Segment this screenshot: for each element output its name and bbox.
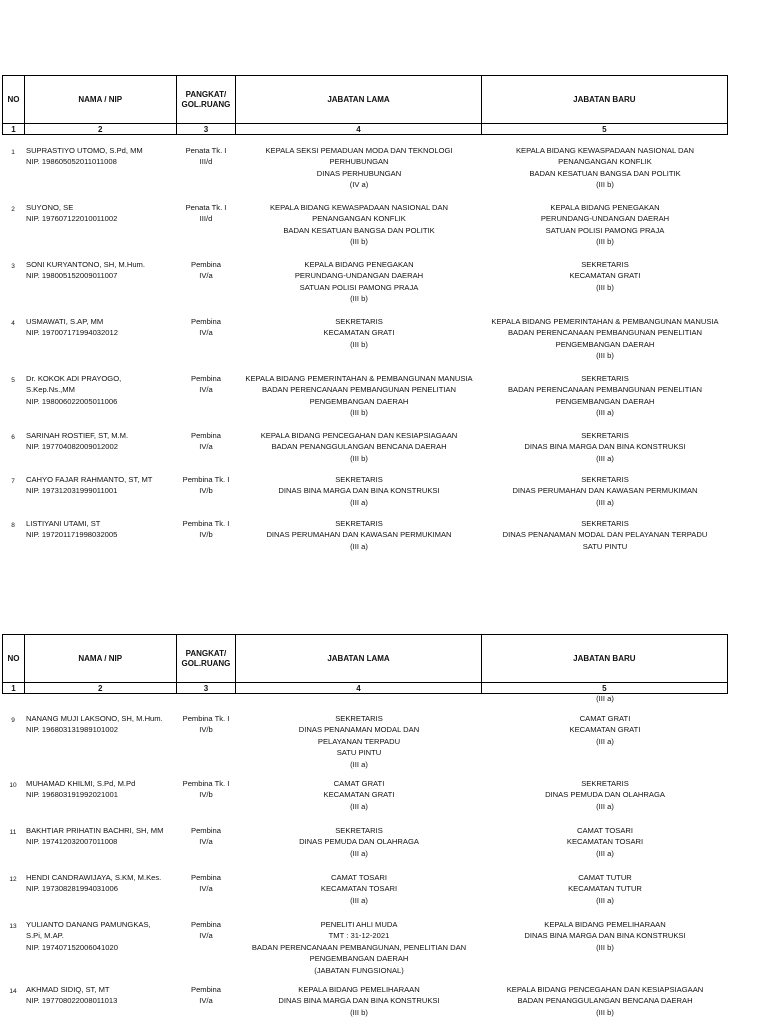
column-number: 2 <box>25 124 177 134</box>
row-number-line: 14 <box>9 988 17 995</box>
row-number <box>2 474 24 508</box>
rank-grade-line: Penata Tk. I <box>185 146 227 155</box>
new-position-line: KEPALA BIDANG PENEGAKAN <box>550 203 660 212</box>
header-jabatan-baru: JABATAN BARU <box>573 94 636 104</box>
employee-name-nip-line: SONI KURYANTONO, SH, M.Hum. <box>26 260 145 269</box>
new-position-line: SATU PINTU <box>582 541 628 551</box>
employee-name-nip-line: NIP. 197407152006041020 <box>26 942 118 952</box>
new-position-line: KEPALA BIDANG PEMERINTAHAN & PEMBANGUNAN MANUSIA <box>491 317 719 326</box>
new-position <box>482 713 728 770</box>
table-header <box>2 634 728 683</box>
table-row <box>2 778 728 812</box>
new-position-line: (III b) <box>596 180 614 190</box>
row-number-line: 13 <box>9 923 17 930</box>
new-position-line: KECAMATAN TUTUR <box>568 884 642 894</box>
employee-name-nip <box>24 145 176 191</box>
new-position-line: DINAS PENANAMAN MODAL DAN PELAYANAN TERPADU <box>502 530 708 540</box>
old-position-line: PENANGANGAN KONFLIK <box>312 214 406 224</box>
old-position-line: (III b) <box>350 453 368 463</box>
rank-grade-line: IV/a <box>199 884 213 894</box>
rank-grade-line: III/d <box>199 157 213 167</box>
new-position-line: BADAN PERENCANAAN PEMBANGUNAN PENELITIAN <box>507 328 703 338</box>
old-position-line: SEKRETARIS <box>335 317 383 326</box>
old-position-line: (III b) <box>350 1007 368 1017</box>
employee-name-nip <box>24 872 176 906</box>
header-no: NO <box>3 635 25 682</box>
old-position-line: (III b) <box>350 237 368 247</box>
rank-grade-line: Pembina <box>191 873 221 882</box>
old-position-line: CAMAT GRATI <box>333 779 385 788</box>
new-position-line: (III a) <box>596 848 614 858</box>
rank-grade <box>176 202 236 248</box>
row-number <box>2 984 24 1018</box>
rank-grade-line: Pembina <box>191 826 221 835</box>
column-number: 2 <box>25 683 177 693</box>
row-number <box>2 518 24 552</box>
employee-name-nip <box>24 984 176 1018</box>
header-pangkat-line: PANGKAT/ <box>185 648 227 658</box>
new-position-line: PENANGANGAN KONFLIK <box>558 157 652 167</box>
rank-grade-line: Pembina Tk. I <box>182 779 230 788</box>
rank-grade-line: Pembina <box>191 317 221 326</box>
table-row <box>2 713 728 770</box>
old-position-line: KEPALA BIDANG KEWASPADAAN NASIONAL DAN <box>269 203 449 212</box>
new-position-line: KECAMATAN TOSARI <box>566 837 644 847</box>
old-position-line: SEKRETARIS <box>335 475 383 484</box>
rank-grade <box>176 474 236 508</box>
old-position-line: CAMAT TOSARI <box>331 873 387 882</box>
rank-grade-line: IV/a <box>199 271 213 281</box>
rank-grade-line: IV/a <box>199 996 213 1006</box>
old-position-line: (III a) <box>350 848 368 858</box>
table-row <box>2 872 728 906</box>
rank-grade <box>176 259 236 305</box>
old-position <box>236 259 482 305</box>
new-position <box>482 778 728 812</box>
column-number-row <box>2 683 728 694</box>
new-position <box>482 316 728 362</box>
old-position-line: KEPALA BIDANG PENCEGAHAN DAN KESIAPSIAGAAN <box>260 431 458 440</box>
new-position <box>482 474 728 508</box>
rank-grade-line: IV/a <box>199 328 213 338</box>
old-position <box>236 474 482 508</box>
old-position-line: SEKRETARIS <box>335 714 383 723</box>
employee-name-nip-line: LISTIYANI UTAMI, ST <box>26 519 101 528</box>
table-row <box>2 474 728 508</box>
old-position-line: KEPALA SEKSI PEMADUAN MODA DAN TEKNOLOGI <box>265 146 453 155</box>
header-nama: NAMA / NIP <box>25 76 177 123</box>
rank-grade-line: Pembina Tk. I <box>182 475 230 484</box>
row-number-line: 2 <box>11 206 15 213</box>
old-position-line: DINAS BINA MARGA DAN BINA KONSTRUKSI <box>278 486 440 496</box>
carried-over-grade: (III a) <box>596 694 614 703</box>
employee-name-nip <box>24 430 176 464</box>
row-number-line: 3 <box>11 263 15 270</box>
old-position-line: (JABATAN FUNGSIONAL) <box>314 965 404 975</box>
rank-grade-line: IV/b <box>199 725 213 735</box>
new-position-line: (III a) <box>596 408 614 418</box>
row-number-line: 9 <box>11 717 15 724</box>
row-number-line: 4 <box>11 320 15 327</box>
column-number: 1 <box>3 683 25 693</box>
row-number <box>2 202 24 248</box>
employee-name-nip-line: NIP. 197007171994032012 <box>26 328 118 338</box>
header-nama: NAMA / NIP <box>25 635 177 682</box>
old-position-line: KECAMATAN TOSARI <box>320 884 398 894</box>
employee-name-nip <box>24 778 176 812</box>
new-position-line: CAMAT TUTUR <box>578 873 632 882</box>
new-position-line: CAMAT GRATI <box>579 714 631 723</box>
employee-name-nip-line: YULIANTO DANANG PAMUNGKAS, <box>26 920 151 929</box>
new-position-line: CAMAT TOSARI <box>577 826 633 835</box>
old-position-line: BADAN PERENCANAAN PEMBANGUNAN, PENELITIAN DAN <box>251 942 467 952</box>
employee-name-nip-line: HENDI CANDRAWIJAYA, S.KM, M.Kes. <box>26 873 162 882</box>
rank-grade <box>176 713 236 770</box>
old-position-line: KEPALA BIDANG PENEGAKAN <box>304 260 414 269</box>
employee-name-nip-line: NIP. 198605052011011008 <box>26 157 117 167</box>
old-position-line: (III a) <box>350 759 368 769</box>
new-position-line: SATUAN POLISI PAMONG PRAJA <box>545 225 665 235</box>
table-row <box>2 825 728 859</box>
table-row <box>2 202 728 248</box>
table-row <box>2 919 728 976</box>
row-number <box>2 145 24 191</box>
old-position <box>236 202 482 248</box>
old-position-line: DINAS PEMUDA DAN OLAHRAGA <box>299 837 419 847</box>
row-number <box>2 778 24 812</box>
new-position-line: SEKRETARIS <box>581 779 629 788</box>
rank-grade-line: Pembina Tk. I <box>182 519 230 528</box>
employee-name-nip-line: NIP. 196803131989101002 <box>26 725 118 735</box>
old-position-line: DINAS PERUMAHAN DAN KAWASAN PERMUKIMAN <box>266 530 452 540</box>
new-position-line: (III b) <box>596 351 614 361</box>
rank-grade-line: IV/a <box>199 837 213 847</box>
new-position-line: SEKRETARIS <box>581 374 629 383</box>
row-number-line: 10 <box>9 782 17 789</box>
employee-name-nip <box>24 259 176 305</box>
employee-name-nip <box>24 202 176 248</box>
rank-grade-line: IV/a <box>199 385 213 395</box>
row-number <box>2 259 24 305</box>
old-position <box>236 919 482 976</box>
row-number-line: 8 <box>11 522 15 529</box>
header-no: NO <box>3 76 25 123</box>
employee-name-nip-line: USMAWATI, S.AP, MM <box>26 317 104 326</box>
old-position-line: DINAS PENANAMAN MODAL DAN <box>298 725 420 735</box>
new-position <box>482 872 728 906</box>
old-position-line: (III a) <box>350 497 368 507</box>
rank-grade-line: IV/b <box>199 486 213 496</box>
employee-name-nip-line: NIP. 197312031999011001 <box>26 486 118 496</box>
row-number-line: 12 <box>9 876 17 883</box>
rank-grade-line: Pembina <box>191 260 221 269</box>
employee-name-nip-line: AKHMAD SIDIQ, ST, MT <box>26 985 110 994</box>
employee-name-nip-line: NIP. 197704082009012002 <box>26 442 118 452</box>
old-position-line: BADAN PENANGGULANGAN BENCANA DAERAH <box>271 442 447 452</box>
old-position <box>236 430 482 464</box>
mutation-table-2 <box>2 634 728 1017</box>
rank-grade-line: Penata Tk. I <box>185 203 227 212</box>
old-position <box>236 316 482 362</box>
employee-name-nip-line: CAHYO FAJAR RAHMANTO, ST, MT <box>26 475 153 484</box>
old-position-line: PENGEMBANGAN DAERAH <box>309 954 409 964</box>
employee-name-nip-line: SUYONO, SE <box>26 203 74 212</box>
table-row <box>2 430 728 464</box>
table-row <box>2 373 728 419</box>
new-position <box>482 145 728 191</box>
old-position <box>236 825 482 859</box>
employee-name-nip-line: NIP. 197708022008011013 <box>26 996 118 1006</box>
new-position-line: BADAN KESATUAN BANGSA DAN POLITIK <box>529 168 681 178</box>
old-position-line: (III b) <box>350 408 368 418</box>
row-number-line: 11 <box>9 829 17 836</box>
header-jabatan-lama: JABATAN LAMA <box>236 635 481 682</box>
old-position-line: PELAYANAN TERPADU <box>317 736 401 746</box>
header-pangkat-line: PANGKAT/ <box>185 89 227 99</box>
old-position-line: SEKRETARIS <box>335 519 383 528</box>
new-position-line: (III a) <box>596 895 614 905</box>
table-row <box>2 259 728 305</box>
row-number-line: 1 <box>11 149 15 156</box>
table-row <box>2 984 728 1018</box>
rank-grade-line: Pembina Tk. I <box>182 714 230 723</box>
new-position-line: SEKRETARIS <box>581 475 629 484</box>
employee-name-nip <box>24 713 176 770</box>
table-row <box>2 316 728 362</box>
rank-grade-line: Pembina <box>191 431 221 440</box>
old-position-line: KEPALA BIDANG PEMELIHARAAN <box>298 985 420 994</box>
old-position-line: SATUAN POLISI PAMONG PRAJA <box>299 282 419 292</box>
new-position <box>482 825 728 859</box>
rank-grade <box>176 518 236 552</box>
employee-name-nip-line: BAKHTIAR PRIHATIN BACHRI, SH, MM <box>26 826 164 835</box>
new-position-line: (III a) <box>596 453 614 463</box>
new-position <box>482 984 728 1018</box>
rank-grade <box>176 872 236 906</box>
employee-name-nip <box>24 474 176 508</box>
old-position-line: BADAN PERENCANAAN PEMBANGUNAN PENELITIAN <box>261 385 457 395</box>
old-position-line: KEPALA BIDANG PEMERINTAHAN & PEMBANGUNAN MANUSIA <box>245 374 473 383</box>
table-row <box>2 145 728 191</box>
row-number <box>2 872 24 906</box>
rank-grade-line: Pembina <box>191 374 221 383</box>
rank-grade <box>176 430 236 464</box>
new-position <box>482 259 728 305</box>
header-jabatan-baru: JABATAN BARU <box>573 653 636 663</box>
old-position-line: BADAN KESATUAN BANGSA DAN POLITIK <box>283 225 435 235</box>
column-number: 3 <box>177 124 237 134</box>
rank-grade-line: IV/a <box>199 931 213 941</box>
employee-name-nip <box>24 919 176 976</box>
column-number: 5 <box>602 683 607 693</box>
employee-name-nip-line: NIP. 198006022005011006 <box>26 396 118 406</box>
old-position-line: SEKRETARIS <box>335 826 383 835</box>
employee-name-nip-line: NIP. 198005152009011007 <box>26 271 118 281</box>
header-pangkat <box>177 76 237 123</box>
new-position-line: DINAS BINA MARGA DAN BINA KONSTRUKSI <box>524 931 686 941</box>
old-position-line: DINAS BINA MARGA DAN BINA KONSTRUKSI <box>278 996 440 1006</box>
row-number-line: 6 <box>11 434 15 441</box>
new-position-line: KEPALA BIDANG KEWASPADAAN NASIONAL DAN <box>515 146 695 155</box>
header-pangkat-line: GOL.RUANG <box>181 99 231 109</box>
column-number-row <box>2 124 728 135</box>
new-position <box>482 919 728 976</box>
employee-name-nip-line: MUHAMAD KHILMI, S.Pd, M.Pd <box>26 779 136 788</box>
rank-grade <box>176 778 236 812</box>
employee-name-nip-line: NANANG MUJI LAKSONO, SH, M.Hum. <box>26 714 163 723</box>
header-pangkat-line: GOL.RUANG <box>181 658 231 668</box>
old-position-line: PERHUBUNGAN <box>329 157 389 167</box>
new-position <box>482 373 728 419</box>
new-position <box>482 518 728 552</box>
employee-name-nip <box>24 373 176 419</box>
new-position-line: PENGEMBANGAN DAERAH <box>555 339 655 349</box>
header-pangkat <box>177 635 237 682</box>
rank-grade-line: IV/a <box>199 442 213 452</box>
old-position <box>236 778 482 812</box>
rank-grade <box>176 145 236 191</box>
rank-grade <box>176 919 236 976</box>
row-number-line: 7 <box>11 478 15 485</box>
new-position-line: (III a) <box>596 736 614 746</box>
new-position-line: (III b) <box>596 1007 614 1017</box>
old-position-line: (III a) <box>350 895 368 905</box>
rank-grade-line: Pembina <box>191 985 221 994</box>
employee-name-nip <box>24 316 176 362</box>
column-number: 1 <box>3 124 25 134</box>
rank-grade-line: IV/b <box>199 790 213 800</box>
new-position-line: DINAS PERUMAHAN DAN KAWASAN PERMUKIMAN <box>512 486 698 496</box>
column-number: 3 <box>177 683 237 693</box>
old-position-line: SATU PINTU <box>336 748 382 758</box>
employee-name-nip-line: NIP. 197412032007011008 <box>26 837 118 847</box>
employee-name-nip-line: Dr. KOKOK ADI PRAYOGO, <box>26 374 122 383</box>
old-position-line: KECAMATAN GRATI <box>323 790 395 800</box>
row-number <box>2 430 24 464</box>
old-position-line: (III a) <box>350 801 368 811</box>
employee-name-nip-line: S.Pi, M.AP. <box>26 931 64 941</box>
mutation-table-1 <box>2 75 728 551</box>
new-position-line: SEKRETARIS <box>581 431 629 440</box>
new-position-line: (III a) <box>596 497 614 507</box>
column-number: 4 <box>236 683 481 693</box>
old-position-line: (III a) <box>350 541 368 551</box>
row-number <box>2 316 24 362</box>
new-position-line: KEPALA BIDANG PEMELIHARAAN <box>544 920 666 929</box>
new-position-line: (III a) <box>596 801 614 811</box>
rank-grade-line: Pembina <box>191 920 221 929</box>
old-position <box>236 984 482 1018</box>
new-position-line: PERUNDANG-UNDANGAN DAERAH <box>540 214 670 224</box>
row-number <box>2 825 24 859</box>
new-position-line: PENGEMBANGAN DAERAH <box>555 396 655 406</box>
old-position-line: TMT : 31-12-2021 <box>328 931 390 941</box>
employee-name-nip-line: SARINAH ROSTIEF, ST, M.M. <box>26 431 129 440</box>
rank-grade <box>176 825 236 859</box>
new-position-line: KECAMATAN GRATI <box>569 725 641 735</box>
rank-grade <box>176 984 236 1018</box>
employee-name-nip-line: NIP. 196803191992021001 <box>26 790 118 800</box>
employee-name-nip-line: NIP. 197607122010011002 <box>26 214 118 224</box>
new-position-line: SEKRETARIS <box>581 260 629 269</box>
new-position-line: (III b) <box>596 942 614 952</box>
rank-grade <box>176 316 236 362</box>
row-number-line: 5 <box>11 377 15 384</box>
rank-grade-line: III/d <box>199 214 213 224</box>
employee-name-nip-line: NIP. 197308281994031006 <box>26 884 118 894</box>
new-position-line: BADAN PERENCANAAN PEMBANGUNAN PENELITIAN <box>507 385 703 395</box>
old-position <box>236 145 482 191</box>
employee-name-nip-line: S.Kep.Ns.,MM <box>26 385 75 395</box>
new-position-line: BADAN PENANGGULANGAN BENCANA DAERAH <box>517 996 693 1006</box>
employee-name-nip-line: SUPRASTIYO UTOMO, S.Pd, MM <box>26 146 143 155</box>
new-position-line: (III b) <box>596 237 614 247</box>
new-position-line: DINAS PEMUDA DAN OLAHRAGA <box>545 790 665 800</box>
row-number <box>2 713 24 770</box>
rank-grade-line: IV/b <box>199 530 213 540</box>
header-jabatan-lama: JABATAN LAMA <box>236 76 481 123</box>
old-position-line: PENGEMBANGAN DAERAH <box>309 396 409 406</box>
old-position-line: PENELITI AHLI MUDA <box>320 920 398 929</box>
row-number <box>2 373 24 419</box>
old-position <box>236 713 482 770</box>
column-number: 5 <box>602 124 607 134</box>
employee-name-nip-line: NIP. 197201171998032005 <box>26 530 118 540</box>
new-position-line: (III b) <box>596 282 614 292</box>
old-position-line: (III b) <box>350 339 368 349</box>
new-position-line: KEPALA BIDANG PENCEGAHAN DAN KESIAPSIAGAAN <box>506 985 704 994</box>
old-position-line: (III b) <box>350 294 368 304</box>
old-position-line: (IV a) <box>349 180 369 190</box>
new-position-line: DINAS BINA MARGA DAN BINA KONSTRUKSI <box>524 442 686 452</box>
rank-grade <box>176 373 236 419</box>
employee-name-nip <box>24 825 176 859</box>
old-position <box>236 373 482 419</box>
column-number: 4 <box>236 124 481 134</box>
new-position-line: KECAMATAN GRATI <box>569 271 641 281</box>
table-row <box>2 518 728 552</box>
table-header <box>2 75 728 124</box>
row-number <box>2 919 24 976</box>
new-position <box>482 202 728 248</box>
old-position <box>236 872 482 906</box>
old-position <box>236 518 482 552</box>
employee-name-nip <box>24 518 176 552</box>
new-position <box>482 430 728 464</box>
new-position-line: SEKRETARIS <box>581 519 629 528</box>
old-position-line: DINAS PERHUBUNGAN <box>316 168 402 178</box>
old-position-line: PERUNDANG-UNDANGAN DAERAH <box>294 271 424 281</box>
old-position-line: KECAMATAN GRATI <box>323 328 395 338</box>
